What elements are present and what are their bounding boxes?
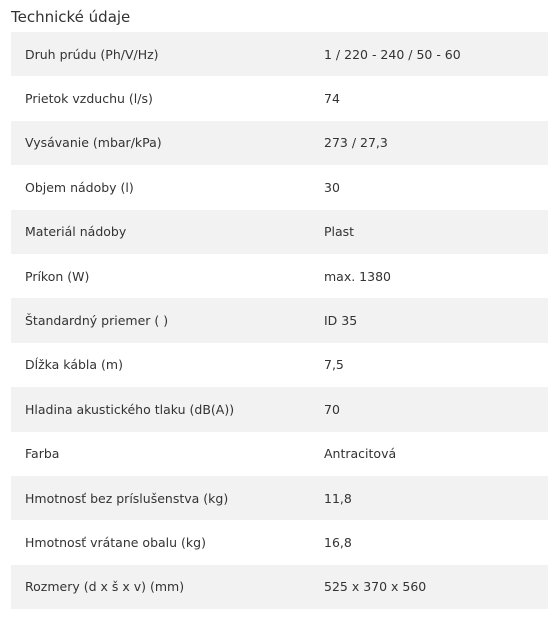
spec-label: Vysávanie (mbar/kPa) bbox=[25, 135, 162, 151]
spec-label: Rozmery (d x š x v) (mm) bbox=[25, 579, 185, 595]
spec-row bbox=[11, 387, 548, 431]
spec-label: Prietok vzduchu (l/s) bbox=[25, 91, 153, 107]
spec-row bbox=[11, 165, 548, 209]
spec-label: Hladina akustického tlaku (dB(A)) bbox=[25, 401, 235, 417]
spec-value: 525 x 370 x 560 bbox=[324, 579, 427, 595]
spec-value: ID 35 bbox=[324, 313, 358, 329]
spec-value: max. 1380 bbox=[324, 268, 391, 284]
spec-value: 1 / 220 - 240 / 50 - 60 bbox=[324, 46, 461, 62]
spec-value: 273 / 27,3 bbox=[324, 135, 388, 151]
spec-value: 74 bbox=[324, 91, 340, 107]
spec-row bbox=[11, 432, 548, 476]
spec-value: 30 bbox=[324, 179, 340, 195]
spec-row bbox=[11, 520, 548, 564]
spec-label: Štandardný priemer ( ) bbox=[25, 313, 169, 329]
spec-label: Hmotnosť vrátane obalu (kg) bbox=[25, 534, 206, 550]
spec-label: Hmotnosť bez príslušenstva (kg) bbox=[25, 490, 229, 506]
spec-label: Príkon (W) bbox=[25, 268, 90, 284]
spec-label: Objem nádoby (l) bbox=[25, 179, 134, 195]
spec-row bbox=[11, 565, 548, 609]
spec-label: Dĺžka kábla (m) bbox=[25, 357, 123, 373]
spec-row bbox=[11, 476, 548, 520]
spec-value: Antracitová bbox=[324, 446, 397, 462]
spec-row bbox=[11, 32, 548, 76]
spec-row bbox=[11, 121, 548, 165]
spec-label: Materiál nádoby bbox=[25, 224, 127, 240]
spec-row bbox=[11, 210, 548, 254]
spec-value: 70 bbox=[324, 401, 340, 417]
spec-value: 7,5 bbox=[324, 357, 344, 373]
spec-value: 11,8 bbox=[324, 490, 352, 506]
spec-label: Druh prúdu (Ph/V/Hz) bbox=[25, 46, 159, 62]
spec-row bbox=[11, 76, 548, 120]
spec-label: Farba bbox=[25, 446, 60, 462]
spec-value: Plast bbox=[324, 224, 355, 240]
spec-value: 16,8 bbox=[324, 534, 352, 550]
spec-row bbox=[11, 254, 548, 298]
specs-table bbox=[11, 32, 548, 609]
spec-row bbox=[11, 343, 548, 387]
spec-row bbox=[11, 298, 548, 342]
section-title: Technické údaje bbox=[11, 8, 131, 26]
